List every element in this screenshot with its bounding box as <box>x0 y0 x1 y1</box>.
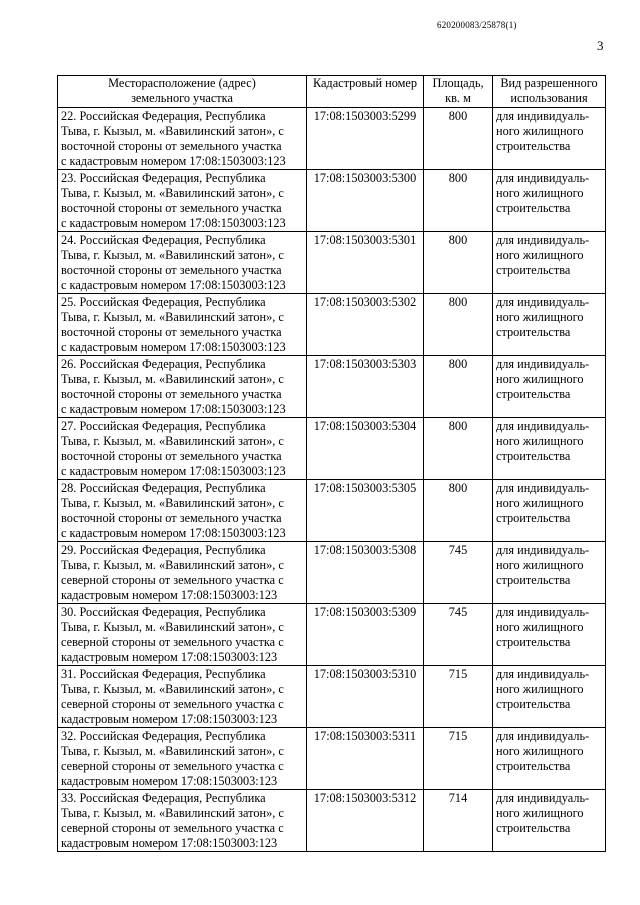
table-body <box>58 108 606 852</box>
cell-area: 745 <box>424 542 493 604</box>
cell-address <box>58 232 307 294</box>
permitted-use-line: ного жилищного <box>496 620 584 634</box>
address-line: северной стороны от земельного участка с <box>61 697 284 711</box>
table-row <box>58 232 606 294</box>
cell-area: 745 <box>424 604 493 666</box>
address-line: северной стороны от земельного участка с <box>61 759 284 773</box>
table-row <box>58 666 606 728</box>
table-row <box>58 418 606 480</box>
address-line: с кадастровым номером 17:08:1503003:123 <box>61 464 286 478</box>
column-header-line: Месторасположение (адрес) <box>108 76 256 90</box>
permitted-use-line: для индивидуаль- <box>496 481 590 495</box>
cell-permitted-use <box>493 666 606 728</box>
cell-cadastral-number: 17:08:1503003:5299 <box>307 108 424 170</box>
cell-cadastral-number: 17:08:1503003:5312 <box>307 790 424 852</box>
address-line: Тыва, г. Кызыл, м. «Вавилинский затон», с <box>61 806 284 820</box>
table-row <box>58 480 606 542</box>
permitted-use-line: строительства <box>496 325 571 339</box>
permitted-use-line: строительства <box>496 635 571 649</box>
column-header-line: кв. м <box>445 91 471 105</box>
address-line: с кадастровым номером 17:08:1503003:123 <box>61 340 286 354</box>
cell-permitted-use <box>493 728 606 790</box>
permitted-use-line: для индивидуаль- <box>496 171 590 185</box>
cell-permitted-use <box>493 542 606 604</box>
permitted-use-line: ного жилищного <box>496 496 584 510</box>
cell-permitted-use <box>493 170 606 232</box>
cell-address <box>58 728 307 790</box>
cell-address <box>58 356 307 418</box>
permitted-use-line: ного жилищного <box>496 186 584 200</box>
cell-address <box>58 666 307 728</box>
cell-cadastral-number: 17:08:1503003:5308 <box>307 542 424 604</box>
address-line: с кадастровым номером 17:08:1503003:123 <box>61 154 286 168</box>
cell-cadastral-number: 17:08:1503003:5311 <box>307 728 424 790</box>
cell-cadastral-number: 17:08:1503003:5309 <box>307 604 424 666</box>
address-line: с кадастровым номером 17:08:1503003:123 <box>61 216 286 230</box>
cell-permitted-use <box>493 108 606 170</box>
address-line: Тыва, г. Кызыл, м. «Вавилинский затон», с <box>61 186 284 200</box>
address-line: Тыва, г. Кызыл, м. «Вавилинский затон», с <box>61 124 284 138</box>
permitted-use-line: для индивидуаль- <box>496 605 590 619</box>
permitted-use-line: для индивидуаль- <box>496 667 590 681</box>
permitted-use-line: строительства <box>496 139 571 153</box>
column-header-line: использования <box>510 91 588 105</box>
cell-area: 800 <box>424 232 493 294</box>
cell-area: 800 <box>424 294 493 356</box>
permitted-use-line: строительства <box>496 697 571 711</box>
cell-permitted-use <box>493 232 606 294</box>
address-line: Тыва, г. Кызыл, м. «Вавилинский затон», с <box>61 620 284 634</box>
address-line: Тыва, г. Кызыл, м. «Вавилинский затон», с <box>61 744 284 758</box>
cell-cadastral-number: 17:08:1503003:5304 <box>307 418 424 480</box>
cell-area: 715 <box>424 666 493 728</box>
address-line: восточной стороны от земельного участка <box>61 325 282 339</box>
permitted-use-line: строительства <box>496 387 571 401</box>
column-header-address <box>58 76 307 108</box>
permitted-use-line: для индивидуаль- <box>496 295 590 309</box>
table-row <box>58 356 606 418</box>
cell-cadastral-number: 17:08:1503003:5303 <box>307 356 424 418</box>
permitted-use-line: строительства <box>496 511 571 525</box>
cell-address <box>58 790 307 852</box>
permitted-use-line: ного жилищного <box>496 682 584 696</box>
cell-address <box>58 542 307 604</box>
address-line: 23. Российская Федерация, Республика <box>61 171 266 185</box>
cell-permitted-use <box>493 790 606 852</box>
address-line: с кадастровым номером 17:08:1503003:123 <box>61 526 286 540</box>
cell-cadastral-number: 17:08:1503003:5310 <box>307 666 424 728</box>
address-line: Тыва, г. Кызыл, м. «Вавилинский затон», с <box>61 682 284 696</box>
cell-area: 800 <box>424 418 493 480</box>
address-line: Тыва, г. Кызыл, м. «Вавилинский затон», с <box>61 496 284 510</box>
address-line: с кадастровым номером 17:08:1503003:123 <box>61 402 286 416</box>
permitted-use-line: для индивидуаль- <box>496 419 590 433</box>
cell-cadastral-number: 17:08:1503003:5302 <box>307 294 424 356</box>
cell-permitted-use <box>493 356 606 418</box>
cell-permitted-use <box>493 418 606 480</box>
address-line: 29. Российская Федерация, Республика <box>61 543 266 557</box>
address-line: 27. Российская Федерация, Республика <box>61 419 266 433</box>
permitted-use-line: строительства <box>496 573 571 587</box>
cell-area: 800 <box>424 356 493 418</box>
column-header-cadastral <box>307 76 424 108</box>
cell-area: 714 <box>424 790 493 852</box>
cell-address <box>58 418 307 480</box>
permitted-use-line: для индивидуаль- <box>496 109 590 123</box>
address-line: северной стороны от земельного участка с <box>61 573 284 587</box>
permitted-use-line: ного жилищного <box>496 124 584 138</box>
address-line: восточной стороны от земельного участка <box>61 139 282 153</box>
column-header-area <box>424 76 493 108</box>
permitted-use-line: строительства <box>496 821 571 835</box>
table-row <box>58 604 606 666</box>
permitted-use-line: ного жилищного <box>496 434 584 448</box>
column-header-permitted-use <box>493 76 606 108</box>
cell-address <box>58 294 307 356</box>
address-line: кадастровым номером 17:08:1503003:123 <box>61 836 278 850</box>
address-line: 32. Российская Федерация, Республика <box>61 729 266 743</box>
permitted-use-line: ного жилищного <box>496 744 584 758</box>
page-number: 3 <box>597 38 604 53</box>
address-line: кадастровым номером 17:08:1503003:123 <box>61 588 278 602</box>
address-line: восточной стороны от земельного участка <box>61 201 282 215</box>
address-line: кадастровым номером 17:08:1503003:123 <box>61 774 278 788</box>
permitted-use-line: для индивидуаль- <box>496 791 590 805</box>
permitted-use-line: строительства <box>496 201 571 215</box>
address-line: кадастровым номером 17:08:1503003:123 <box>61 712 278 726</box>
permitted-use-line: строительства <box>496 759 571 773</box>
permitted-use-line: строительства <box>496 449 571 463</box>
permitted-use-line: ного жилищного <box>496 310 584 324</box>
address-line: Тыва, г. Кызыл, м. «Вавилинский затон», с <box>61 558 284 572</box>
address-line: 26. Российская Федерация, Республика <box>61 357 266 371</box>
address-line: с кадастровым номером 17:08:1503003:123 <box>61 278 286 292</box>
address-line: Тыва, г. Кызыл, м. «Вавилинский затон», с <box>61 372 284 386</box>
cell-address <box>58 108 307 170</box>
address-line: восточной стороны от земельного участка <box>61 263 282 277</box>
cell-area: 800 <box>424 170 493 232</box>
address-line: восточной стороны от земельного участка <box>61 387 282 401</box>
permitted-use-line: для индивидуаль- <box>496 543 590 557</box>
address-line: 25. Российская Федерация, Республика <box>61 295 266 309</box>
address-line: Тыва, г. Кызыл, м. «Вавилинский затон», с <box>61 310 284 324</box>
cell-permitted-use <box>493 480 606 542</box>
table-row <box>58 790 606 852</box>
cell-area: 715 <box>424 728 493 790</box>
address-line: Тыва, г. Кызыл, м. «Вавилинский затон», с <box>61 434 284 448</box>
address-line: 28. Российская Федерация, Республика <box>61 481 266 495</box>
permitted-use-line: для индивидуаль- <box>496 729 590 743</box>
cell-permitted-use <box>493 604 606 666</box>
permitted-use-line: для индивидуаль- <box>496 233 590 247</box>
address-line: 24. Российская Федерация, Республика <box>61 233 266 247</box>
cell-cadastral-number: 17:08:1503003:5300 <box>307 170 424 232</box>
column-header-line: земельного участка <box>131 91 233 105</box>
cell-area: 800 <box>424 108 493 170</box>
address-line: восточной стороны от земельного участка <box>61 449 282 463</box>
address-line: северной стороны от земельного участка с <box>61 635 284 649</box>
table-row <box>58 728 606 790</box>
column-header-line: Площадь, <box>432 76 484 90</box>
permitted-use-line: ного жилищного <box>496 806 584 820</box>
table-row <box>58 108 606 170</box>
column-header-line: Вид разрешенного <box>500 76 598 90</box>
address-line: восточной стороны от земельного участка <box>61 511 282 525</box>
document-number: 620200083/25878(1) <box>437 20 517 30</box>
address-line: 22. Российская Федерация, Республика <box>61 109 266 123</box>
cell-address <box>58 170 307 232</box>
table-row <box>58 542 606 604</box>
permitted-use-line: ного жилищного <box>496 558 584 572</box>
table-header-row <box>58 76 606 108</box>
address-line: 30. Российская Федерация, Республика <box>61 605 266 619</box>
address-line: кадастровым номером 17:08:1503003:123 <box>61 650 278 664</box>
address-line: 33. Российская Федерация, Республика <box>61 791 266 805</box>
cell-cadastral-number: 17:08:1503003:5305 <box>307 480 424 542</box>
table-row <box>58 170 606 232</box>
column-header-line: Кадастровый номер <box>312 76 418 90</box>
cell-address <box>58 604 307 666</box>
permitted-use-line: ного жилищного <box>496 372 584 386</box>
address-line: 31. Российская Федерация, Республика <box>61 667 266 681</box>
cell-permitted-use <box>493 294 606 356</box>
permitted-use-line: ного жилищного <box>496 248 584 262</box>
address-line: северной стороны от земельного участка с <box>61 821 284 835</box>
table-row <box>58 294 606 356</box>
cell-address <box>58 480 307 542</box>
land-plots-table <box>57 75 606 852</box>
permitted-use-line: строительства <box>496 263 571 277</box>
cell-cadastral-number: 17:08:1503003:5301 <box>307 232 424 294</box>
address-line: Тыва, г. Кызыл, м. «Вавилинский затон», с <box>61 248 284 262</box>
cell-area: 800 <box>424 480 493 542</box>
permitted-use-line: для индивидуаль- <box>496 357 590 371</box>
